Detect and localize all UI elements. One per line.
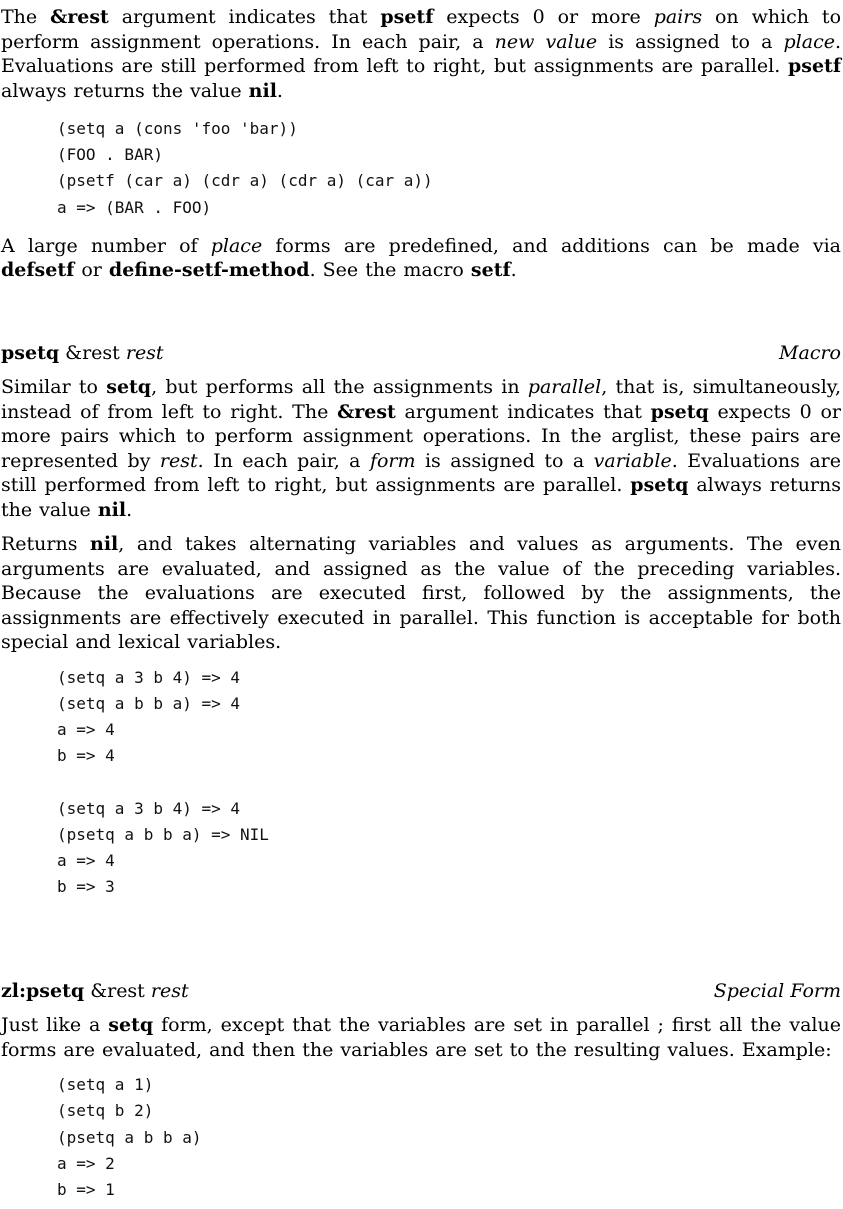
psetf-code-example <box>1 116 841 221</box>
psetq-description-paragraph: Similar to setq, but performs all the assignments in parallel, that is, simultaneously, instead of from left to right. The &rest argument indicates that psetq expects 0 or more pairs which to perform assignment operations. In the arglist, these pairs are represented by rest. In each pair, a form is assigned to a variable. Evaluations are still performed from left to right, but assignments are parallel. psetq always returns the value nil. <box>1 376 842 521</box>
psetq-code-example <box>1 665 841 901</box>
code-line: a => 4 <box>57 720 115 740</box>
code-line: b => 4 <box>57 746 115 766</box>
psetq-signature: psetq &rest rest <box>1 341 164 364</box>
code-line: (setq a b b a) => 4 <box>57 694 241 714</box>
zl-psetq-kind-label: Special Form <box>713 979 841 1002</box>
zl-psetq-signature: zl:psetq &rest rest <box>1 979 189 1002</box>
zl-psetq-code-example <box>1 1072 841 1203</box>
code-line: (psetf (car a) (cdr a) (cdr a) (car a)) <box>57 171 433 191</box>
psetq-entry-header <box>1 341 841 366</box>
code-line: a => (BAR . FOO) <box>57 197 212 217</box>
code-line: (setq a 3 b 4) => 4 <box>57 798 241 818</box>
psetq-returns-paragraph: Returns nil, and takes alternating variables and values as arguments. The even arguments are evaluated, and assigned as the value of the preceding variables. Because the evaluations are executed first, followed by the assignments, the assignments are effectively executed in parallel. This function is acceptable for both special and lexical variables. <box>1 533 842 654</box>
place-forms-paragraph: A large number of place forms are predefined, and additions can be made via defsetf or define-setf-method. See the macro setf. <box>1 234 841 282</box>
code-line: b => 3 <box>57 877 115 897</box>
zl-psetq-entry-header <box>1 979 841 1004</box>
code-line: (setq b 2) <box>57 1101 154 1121</box>
code-line: (psetq a b b a) => NIL <box>57 825 269 845</box>
document-page <box>1 5 841 1203</box>
zl-psetq-description-paragraph: Just like a setq form, except that the variables are set in parallel ; first all the value forms are evaluated, and then the variables are set to the resulting values. Example: <box>1 1014 841 1061</box>
code-line: b => 1 <box>57 1179 115 1199</box>
code-line: (setq a 1) <box>57 1075 154 1095</box>
psetq-kind-label: Macro <box>779 341 841 364</box>
psetf-description-paragraph: The &rest argument indicates that psetf expects 0 or more pairs on which to perform assignment operations. In each pair, a new value is assigned to a place. Evaluations are still performed from left to right, but assignments are parallel. psetf always returns the value nil. <box>1 6 842 102</box>
code-line: (psetq a b b a) <box>57 1127 202 1147</box>
code-line: a => 4 <box>57 851 115 871</box>
code-line: (setq a (cons 'foo 'bar)) <box>57 119 298 138</box>
code-line: a => 2 <box>57 1153 115 1173</box>
code-line: (setq a 3 b 4) => 4 <box>57 667 241 687</box>
code-line: (FOO . BAR) <box>57 145 163 165</box>
code-line <box>57 770 841 796</box>
